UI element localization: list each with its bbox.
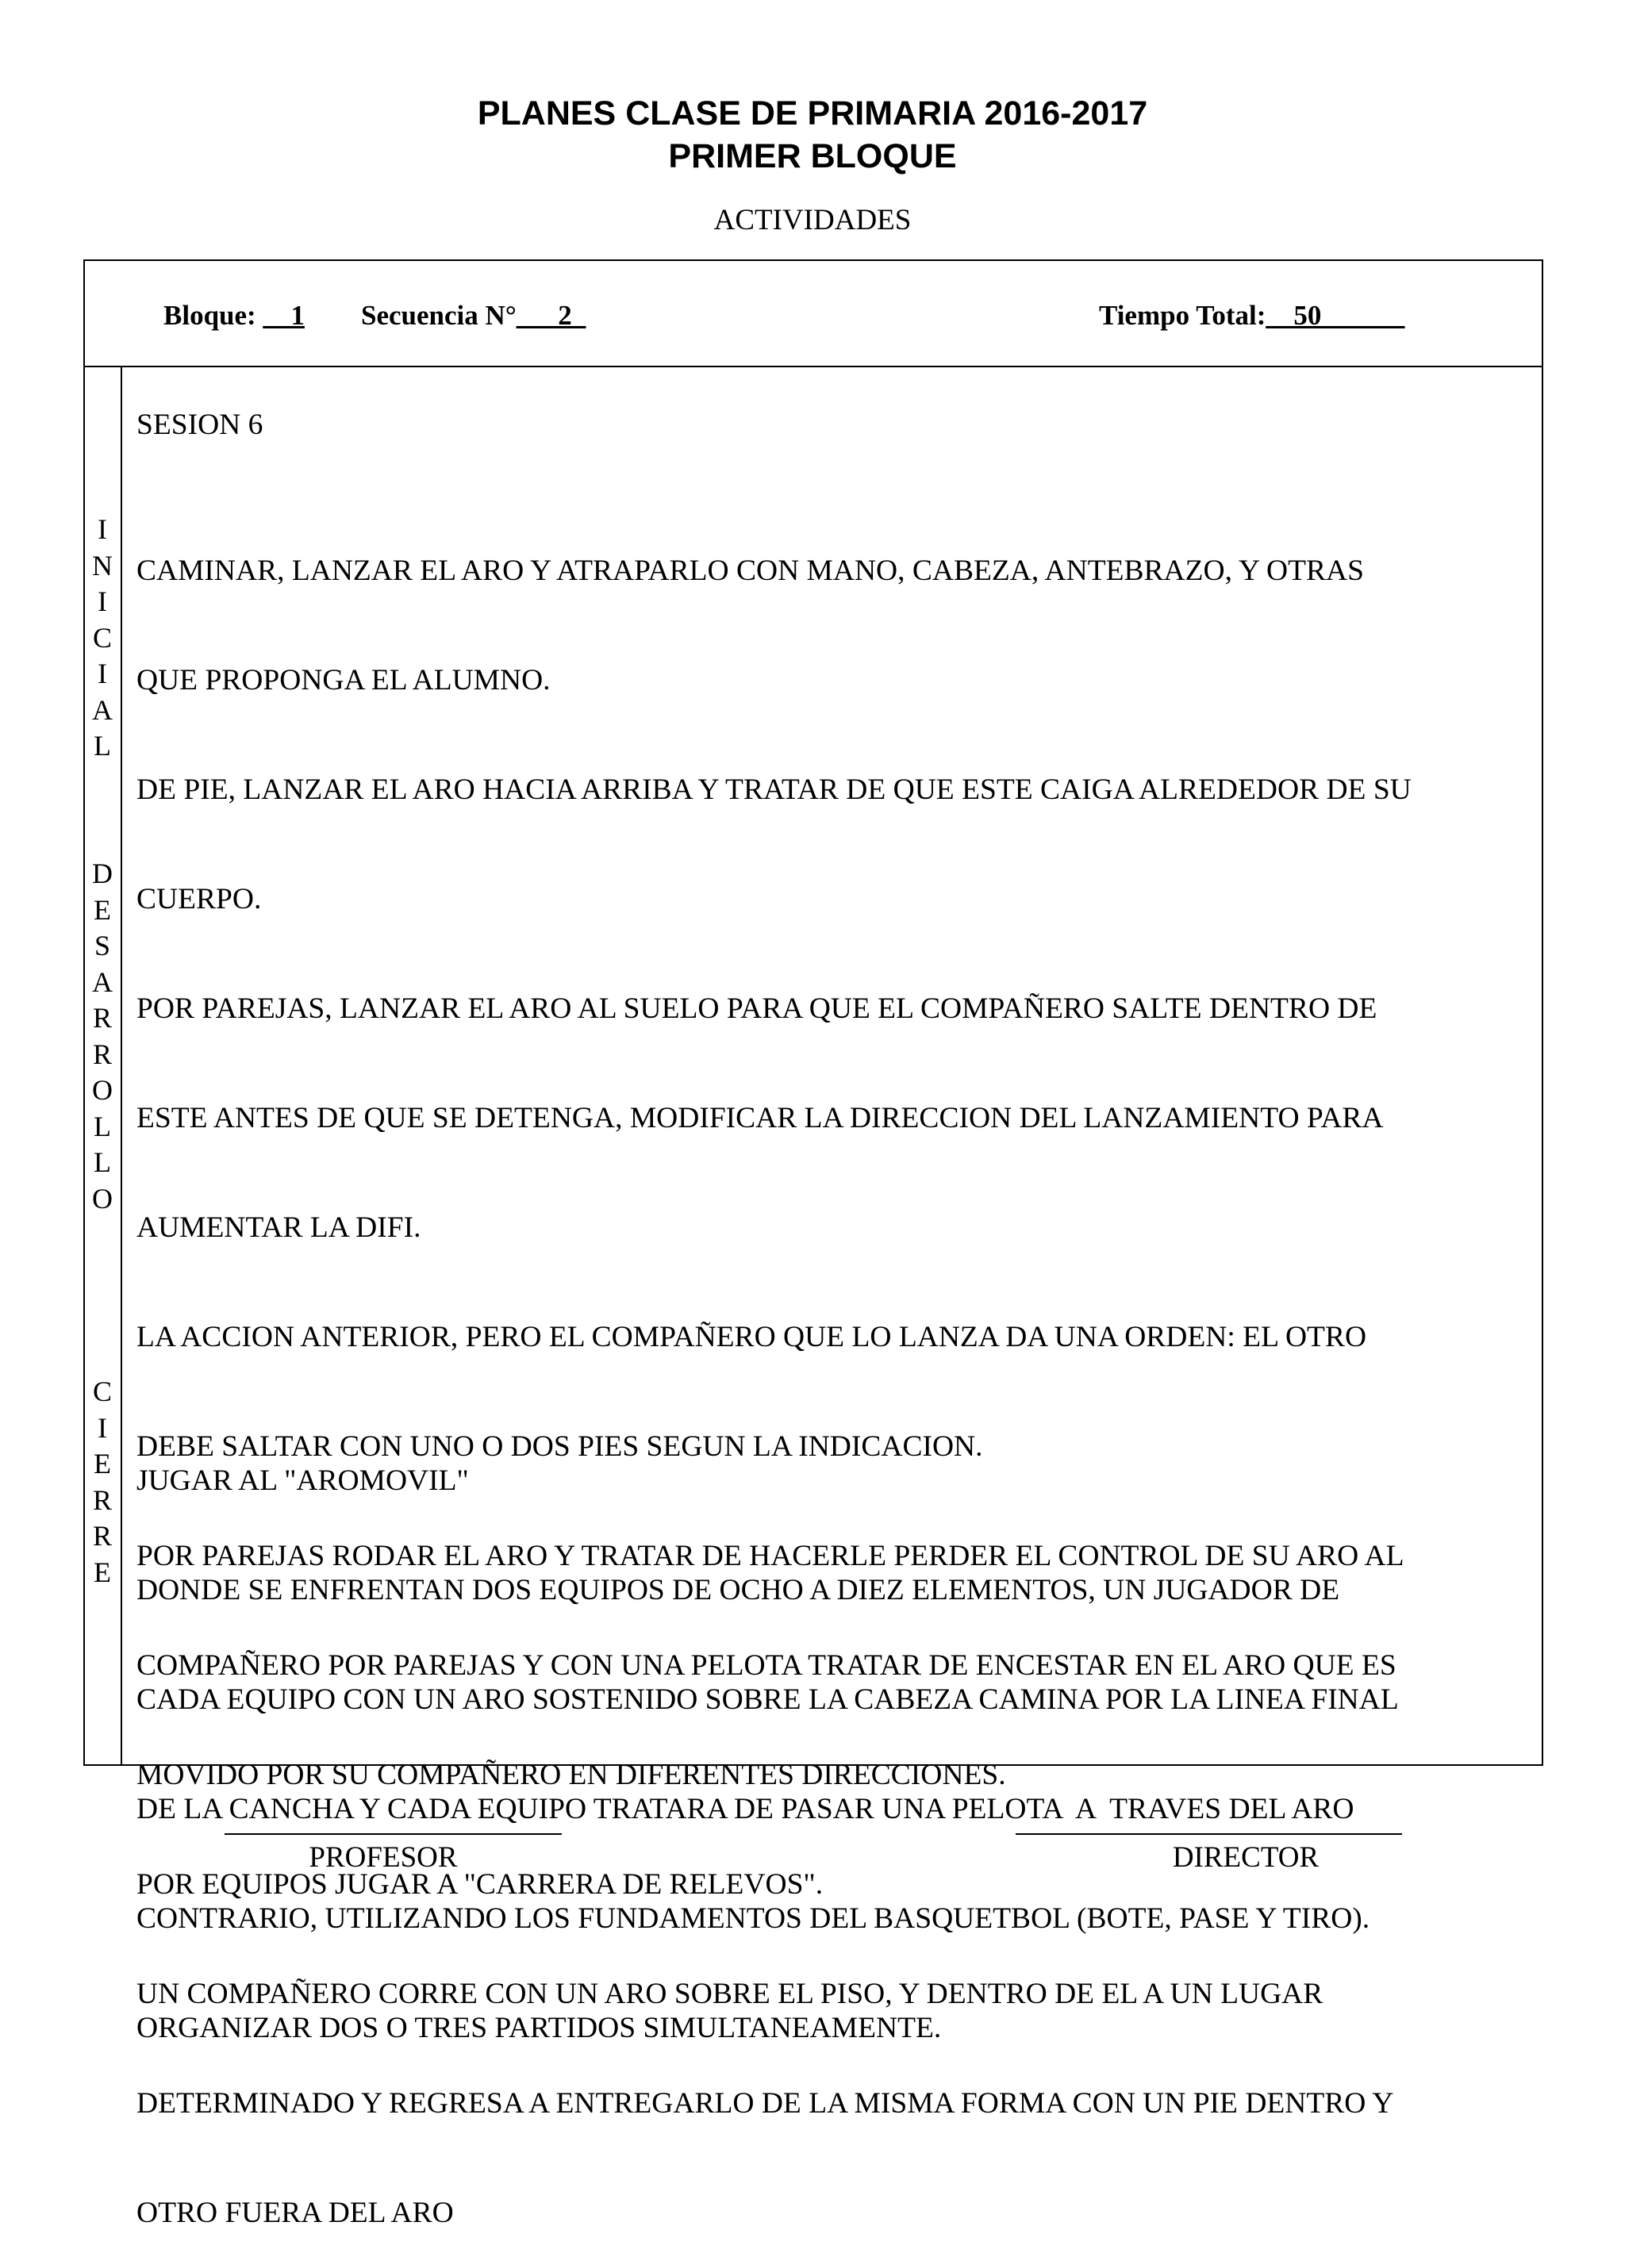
document-subtitle: PRIMER BLOQUE xyxy=(668,137,957,175)
session-title: SESION 6 xyxy=(136,409,263,441)
side-letter: C xyxy=(92,1376,112,1407)
tiempo-field xyxy=(1099,298,1404,333)
side-letter: R xyxy=(92,1483,112,1516)
side-letter: E xyxy=(94,893,111,926)
text-line: DEBE SALTAR CON UNO O DOS PIES SEGUN LA INDICACION. xyxy=(136,1430,983,1463)
text-line: ORGANIZAR DOS O TRES PARTIDOS SIMULTANEAMENTE. xyxy=(136,2012,942,2044)
text-line: POR EQUIPOS JUGAR A "CARRERA DE RELEVOS". xyxy=(136,1868,824,1901)
side-letter: A xyxy=(92,965,113,998)
side-label-desarrollo xyxy=(84,856,121,1217)
side-letter: I xyxy=(98,513,107,545)
side-letter: R xyxy=(92,1038,112,1070)
director-signature-line xyxy=(1016,1833,1402,1835)
tiempo-label: Tiempo Total: xyxy=(1099,300,1266,331)
text-line: JUGAR AL "AROMOVIL" xyxy=(136,1464,469,1497)
text-line: DETERMINADO Y REGRESA A ENTREGARLO DE LA MISMA FORMA CON UN PIE DENTRO Y xyxy=(136,2087,1394,2120)
section-heading: ACTIVIDADES xyxy=(713,204,912,236)
header-divider xyxy=(83,366,1543,367)
document-title: PLANES CLASE DE PRIMARIA 2016-2017 xyxy=(477,94,1148,132)
side-letter: R xyxy=(92,1520,112,1552)
side-letter: E xyxy=(94,1556,111,1588)
bloque-label: Bloque: xyxy=(163,300,263,331)
side-letter: S xyxy=(94,930,111,961)
side-letter: O xyxy=(92,1182,113,1215)
director-label: DIRECTOR xyxy=(1172,1841,1320,1874)
profesor-label: PROFESOR xyxy=(309,1841,458,1874)
side-letter: R xyxy=(92,1002,112,1034)
text-line: CADA EQUIPO CON UN ARO SOSTENIDO SOBRE LA CABEZA CAMINA POR LA LINEA FINAL xyxy=(136,1683,1399,1716)
text-line: DE PIE, LANZAR EL ARO HACIA ARRIBA Y TRATAR DE QUE ESTE CAIGA ALREDEDOR DE SU xyxy=(136,773,1412,806)
side-letter: I xyxy=(98,1411,107,1444)
closing-text xyxy=(136,1390,1533,2083)
tiempo-value: __50______ xyxy=(1266,300,1405,331)
side-letter: I xyxy=(98,585,107,617)
text-line: DONDE SE ENFRENTAN DOS EQUIPOS DE OCHO A DIEZ ELEMENTOS, UN JUGADOR DE xyxy=(136,1574,1340,1606)
text-line: CUERPO. xyxy=(136,883,262,915)
text-line: OTRO FUERA DEL ARO xyxy=(136,2197,454,2229)
text-line: UN COMPAÑERO CORRE CON UN ARO SOBRE EL PISO, Y DENTRO DE EL A UN LUGAR xyxy=(136,1978,1323,2010)
side-letter: L xyxy=(94,730,111,762)
side-letter: C xyxy=(92,621,112,654)
bloque-value: __1 xyxy=(263,300,305,331)
text-line: CAMINAR, LANZAR EL ARO Y ATRAPARLO CON MANO, CABEZA, ANTEBRAZO, Y OTRAS xyxy=(136,555,1364,587)
text-line: CONTRARIO, UTILIZANDO LOS FUNDAMENTOS DEL BASQUETBOL (BOTE, PASE Y TIRO). xyxy=(136,1902,1370,1935)
side-letter: N xyxy=(92,549,113,581)
text-line: QUE PROPONGA EL ALUMNO. xyxy=(136,664,551,697)
bloque-field xyxy=(163,298,305,333)
side-letter: L xyxy=(94,1146,111,1178)
side-letter: D xyxy=(92,858,113,889)
profesor-signature-line xyxy=(225,1833,562,1835)
side-label-inicial xyxy=(84,512,121,765)
side-letter: I xyxy=(98,658,107,689)
text-line: ESTE ANTES DE QUE SE DETENGA, MODIFICAR LA DIRECCION DEL LANZAMIENTO PARA xyxy=(136,1102,1384,1134)
phase-column-divider xyxy=(121,366,122,1765)
text-line: LA ACCION ANTERIOR, PERO EL COMPAÑERO QUE LO LANZA DA UNA ORDEN: EL OTRO xyxy=(136,1321,1367,1353)
text-line: COMPAÑERO POR PAREJAS Y CON UNA PELOTA TRATAR DE ENCESTAR EN EL ARO QUE ES xyxy=(136,1649,1396,1682)
secuencia-value: ___2_ xyxy=(516,300,586,331)
text-line: POR PAREJAS, LANZAR EL ARO AL SUELO PARA QUE EL COMPAÑERO SALTE DENTRO DE xyxy=(136,992,1377,1025)
text-line: POR PAREJAS RODAR EL ARO Y TRATAR DE HACERLE PERDER EL CONTROL DE SU ARO AL xyxy=(136,1540,1404,1572)
side-label-cierre xyxy=(84,1374,121,1591)
secuencia-field xyxy=(361,298,586,333)
secuencia-label: Secuencia N° xyxy=(361,300,517,331)
text-line: AUMENTAR LA DIFI. xyxy=(136,1211,421,1244)
text-line: DE LA CANCHA Y CADA EQUIPO TRATARA DE PASAR UNA PELOTA A TRAVES DEL ARO xyxy=(136,1793,1354,1825)
side-letter: E xyxy=(94,1448,111,1479)
side-letter: O xyxy=(92,1074,113,1106)
side-letter: L xyxy=(94,1110,111,1142)
text-line: MOVIDO POR SU COMPAÑERO EN DIFERENTES DIRECCIONES. xyxy=(136,1759,1006,1791)
side-letter: A xyxy=(92,693,113,726)
